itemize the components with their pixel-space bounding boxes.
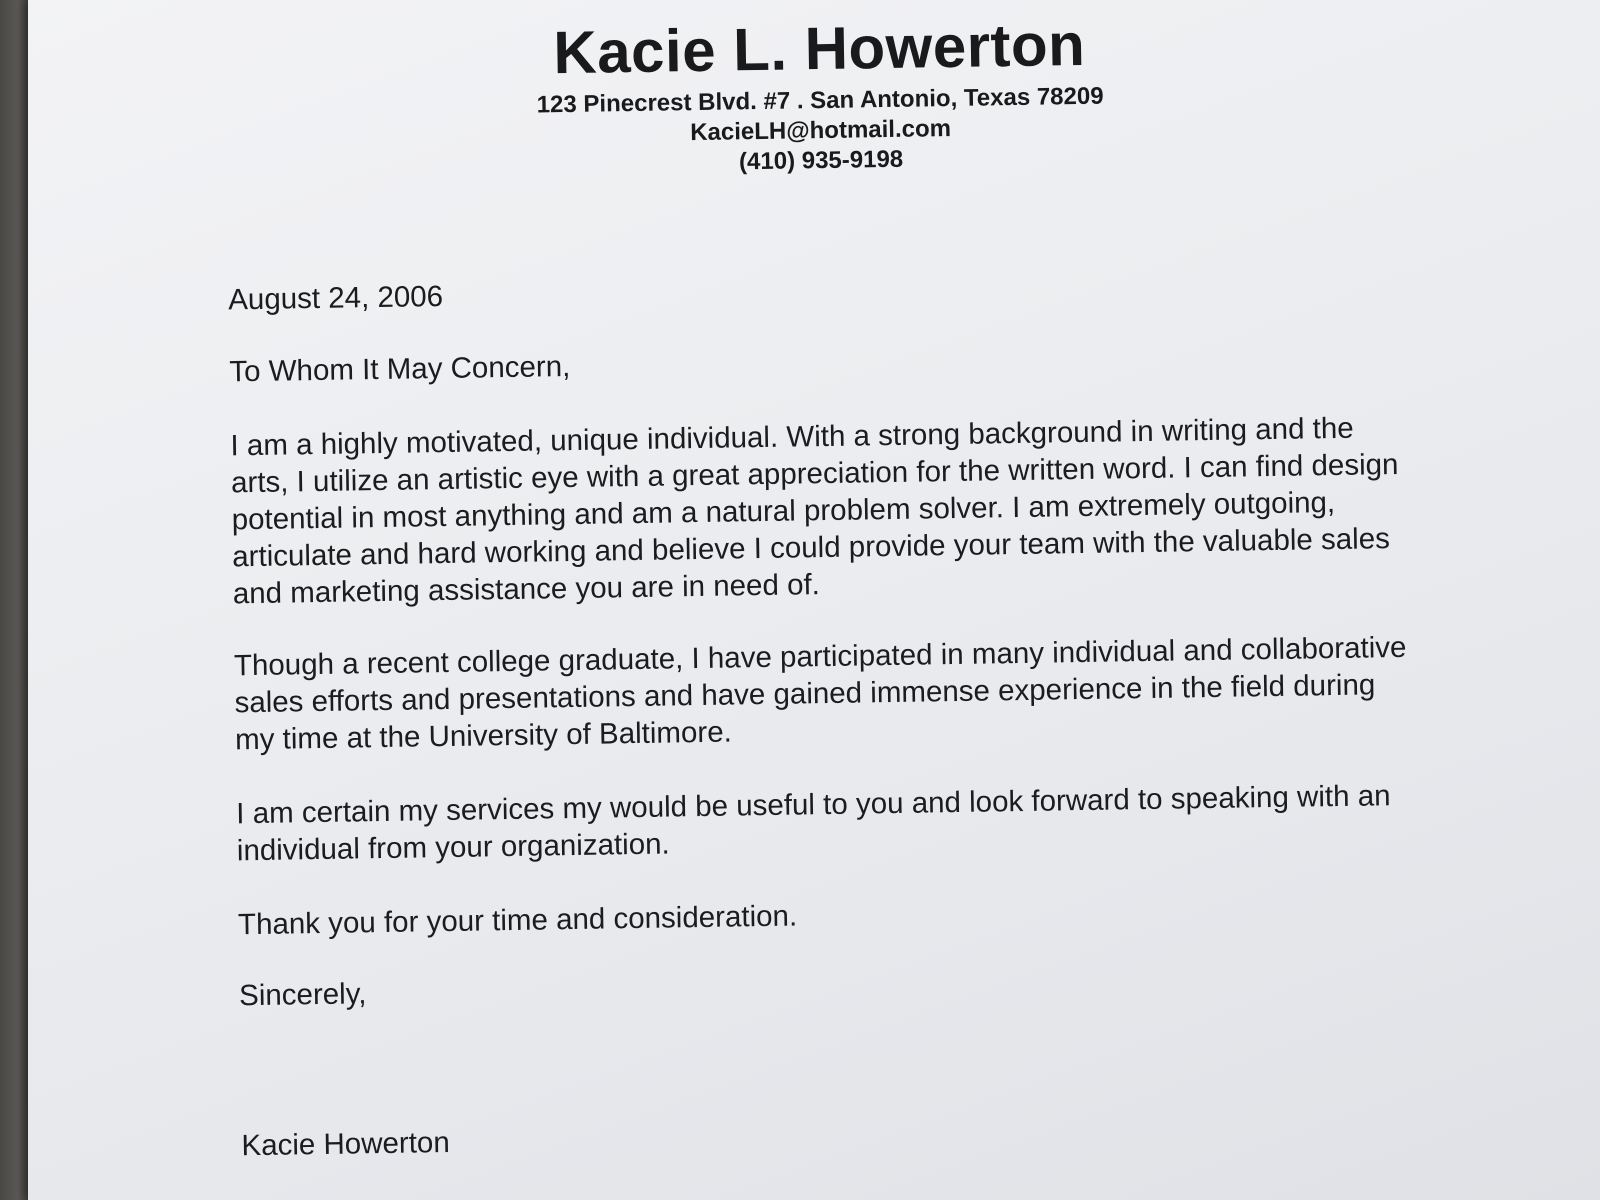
letterhead	[28, 0, 1600, 189]
body-paragraph: I am certain my services my would be useful to you and look forward to speaking with an individual from your organization.	[236, 779, 1391, 868]
body-paragraph: I am a highly motivated, unique individual. With a strong background in writing and the arts, I utilize an artistic eye with a great appreciation for the written word. I can find design potential in most anything and am a natural problem solver. I am extremely outgoing, articulate and hard working and believe I could provide your team with the valuable sales and marketing assistance you are in need of.	[230, 411, 1399, 611]
sender-email: KacieLH@hotmail.com	[690, 115, 952, 147]
letter-date: August 24, 2006	[227, 280, 444, 317]
sender-address: 123 Pinecrest Blvd. #7 . San Antonio, Texas 78209	[536, 82, 1104, 119]
signer-name: Kacie Howerton	[241, 1126, 450, 1163]
sender-name: Kacie L. Howerton	[552, 10, 1086, 87]
body-paragraph: Though a recent college graduate, I have participated in many individual and collaborative sales efforts and presentations and have gained immense experience in the field during my time at the University of Baltimore.	[233, 630, 1407, 757]
sender-phone: (410) 935-9198	[738, 145, 904, 176]
thanks-line: Thank you for your time and consideration.	[237, 899, 798, 942]
closing: Sincerely,	[238, 977, 367, 1013]
cover-letter	[28, 0, 1600, 1200]
paper-sheet	[28, 0, 1600, 1200]
salutation: To Whom It May Concern,	[229, 350, 571, 389]
